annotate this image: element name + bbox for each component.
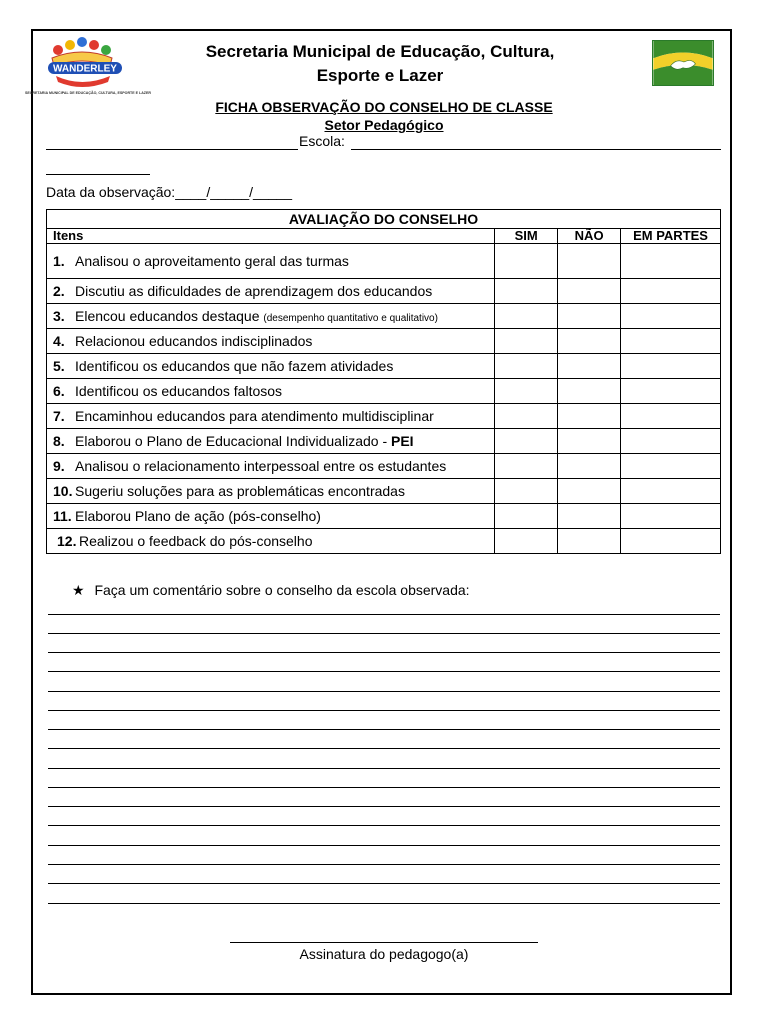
nao-cell[interactable] bbox=[558, 429, 621, 454]
comment-line[interactable] bbox=[48, 845, 720, 846]
escola-input-line[interactable] bbox=[351, 149, 721, 150]
comment-line[interactable] bbox=[48, 633, 720, 634]
nao-cell[interactable] bbox=[558, 304, 621, 329]
em-partes-cell[interactable] bbox=[621, 279, 721, 304]
item-number: 5. bbox=[53, 358, 65, 374]
column-header-em-partes: EM PARTES bbox=[621, 229, 721, 244]
star-icon: ★ bbox=[72, 582, 85, 598]
comment-line[interactable] bbox=[48, 806, 720, 807]
em-partes-cell[interactable] bbox=[621, 244, 721, 279]
sim-cell[interactable] bbox=[495, 404, 558, 429]
item-bold-suffix: PEI bbox=[391, 433, 414, 449]
table-row bbox=[47, 404, 721, 429]
comment-line[interactable] bbox=[48, 864, 720, 865]
item-number: 1. bbox=[53, 253, 65, 269]
item-note: (desempenho quantitativo e qualitativo) bbox=[263, 313, 438, 324]
nao-cell[interactable] bbox=[558, 329, 621, 354]
nao-cell[interactable] bbox=[558, 479, 621, 504]
comment-line[interactable] bbox=[48, 729, 720, 730]
item-text: Encaminhou educandos para atendimento multidisciplinar bbox=[75, 408, 434, 424]
table-row bbox=[47, 304, 721, 329]
sim-cell[interactable] bbox=[495, 429, 558, 454]
item-text: Identificou os educandos faltosos bbox=[75, 383, 283, 399]
em-partes-cell[interactable] bbox=[621, 329, 721, 354]
form-subtitle: Setor Pedagógico bbox=[324, 117, 444, 133]
item-text: Realizou o feedback do pós-conselho bbox=[79, 533, 313, 549]
item-number: 2. bbox=[53, 283, 65, 299]
nao-cell[interactable] bbox=[558, 404, 621, 429]
sim-cell[interactable] bbox=[495, 529, 558, 554]
table-row bbox=[47, 244, 721, 279]
nao-cell[interactable] bbox=[558, 529, 621, 554]
em-partes-cell[interactable] bbox=[621, 454, 721, 479]
table-row bbox=[47, 454, 721, 479]
page-title-line2: Esporte e Lazer bbox=[316, 66, 444, 85]
sim-cell[interactable] bbox=[495, 504, 558, 529]
page-title-line1: Secretaria Municipal de Educação, Cultura, bbox=[205, 42, 555, 61]
item-number: 3. bbox=[53, 308, 65, 324]
comment-line[interactable] bbox=[48, 710, 720, 711]
item-number: 4. bbox=[53, 333, 65, 349]
item-text: Elaborou Plano de ação (pós-conselho) bbox=[75, 508, 321, 524]
column-header-itens: Itens bbox=[47, 229, 495, 244]
item-number: 11. bbox=[53, 508, 72, 524]
escola-prefix-line[interactable] bbox=[46, 149, 298, 150]
escola-continuation-line[interactable] bbox=[46, 174, 150, 175]
comment-prompt-text: Faça um comentário sobre o conselho da escola observada: bbox=[94, 582, 470, 598]
signature-label: Assinatura do pedagogo(a) bbox=[299, 946, 469, 962]
comment-line[interactable] bbox=[48, 787, 720, 788]
table-row bbox=[47, 529, 721, 554]
item-text: Elencou educandos destaque bbox=[75, 308, 260, 324]
sim-cell[interactable] bbox=[495, 304, 558, 329]
item-text: Relacionou educandos indisciplinados bbox=[75, 333, 313, 349]
em-partes-cell[interactable] bbox=[621, 379, 721, 404]
column-header-nao: NÃO bbox=[558, 229, 621, 244]
form-title: FICHA OBSERVAÇÃO DO CONSELHO DE CLASSE bbox=[215, 99, 553, 115]
em-partes-cell[interactable] bbox=[621, 304, 721, 329]
item-number: 12. bbox=[57, 533, 77, 549]
table-row bbox=[47, 504, 721, 529]
table-row bbox=[47, 429, 721, 454]
sim-cell[interactable] bbox=[495, 354, 558, 379]
em-partes-cell[interactable] bbox=[621, 404, 721, 429]
nao-cell[interactable] bbox=[558, 454, 621, 479]
item-text: Sugeriu soluções para as problemáticas encontradas bbox=[75, 483, 405, 499]
comment-line[interactable] bbox=[48, 671, 720, 672]
table-row bbox=[47, 379, 721, 404]
item-number: 6. bbox=[53, 383, 65, 399]
em-partes-cell[interactable] bbox=[621, 529, 721, 554]
table-row bbox=[47, 329, 721, 354]
sim-cell[interactable] bbox=[495, 244, 558, 279]
column-header-sim: SIM bbox=[495, 229, 558, 244]
evaluation-table bbox=[46, 209, 721, 554]
nao-cell[interactable] bbox=[558, 244, 621, 279]
comment-line[interactable] bbox=[48, 614, 720, 615]
table-row bbox=[47, 279, 721, 304]
item-text: Analisou o relacionamento interpessoal entre os estudantes bbox=[75, 458, 447, 474]
comment-line[interactable] bbox=[48, 825, 720, 826]
item-number: 10. bbox=[53, 483, 73, 499]
em-partes-cell[interactable] bbox=[621, 429, 721, 454]
comment-line[interactable] bbox=[48, 691, 720, 692]
municipal-crest-logo bbox=[652, 40, 714, 86]
data-observacao-field[interactable]: Data da observação:____/_____/_____ bbox=[46, 184, 292, 200]
item-text: Analisou o aproveitamento geral das turmas bbox=[75, 253, 349, 269]
escola-label: Escola: bbox=[299, 133, 345, 149]
comment-line[interactable] bbox=[48, 768, 720, 769]
signature-line[interactable] bbox=[230, 942, 538, 943]
comment-line[interactable] bbox=[48, 652, 720, 653]
sim-cell[interactable] bbox=[495, 379, 558, 404]
nao-cell[interactable] bbox=[558, 504, 621, 529]
wanderley-logo bbox=[25, 36, 151, 100]
em-partes-cell[interactable] bbox=[621, 504, 721, 529]
table-title: AVALIAÇÃO DO CONSELHO bbox=[47, 210, 721, 229]
comment-prompt bbox=[72, 582, 470, 599]
sim-cell[interactable] bbox=[495, 279, 558, 304]
svg-text:SECRETARIA MUNICIPAL DE EDUCAÇ: SECRETARIA MUNICIPAL DE EDUCAÇÃO, CULTURA, ESPORTE E LAZER bbox=[25, 91, 151, 95]
item-text: Elaborou o Plano de Educacional Individualizado - bbox=[75, 433, 391, 449]
item-text: Discutiu as dificuldades de aprendizagem dos educandos bbox=[75, 283, 433, 299]
em-partes-cell[interactable] bbox=[621, 354, 721, 379]
item-number: 7. bbox=[53, 408, 65, 424]
sim-cell[interactable] bbox=[495, 479, 558, 504]
comment-line[interactable] bbox=[48, 883, 720, 884]
item-number: 8. bbox=[53, 433, 65, 449]
sim-cell[interactable] bbox=[495, 329, 558, 354]
nao-cell[interactable] bbox=[558, 354, 621, 379]
item-number: 9. bbox=[53, 458, 65, 474]
item-text: Identificou os educandos que não fazem atividades bbox=[75, 358, 394, 374]
em-partes-cell[interactable] bbox=[621, 479, 721, 504]
sim-cell[interactable] bbox=[495, 454, 558, 479]
table-row bbox=[47, 479, 721, 504]
table-row bbox=[47, 354, 721, 379]
nao-cell[interactable] bbox=[558, 279, 621, 304]
svg-text:WANDERLEY: WANDERLEY bbox=[53, 63, 117, 75]
comment-line[interactable] bbox=[48, 748, 720, 749]
comment-line[interactable] bbox=[48, 903, 720, 904]
nao-cell[interactable] bbox=[558, 379, 621, 404]
